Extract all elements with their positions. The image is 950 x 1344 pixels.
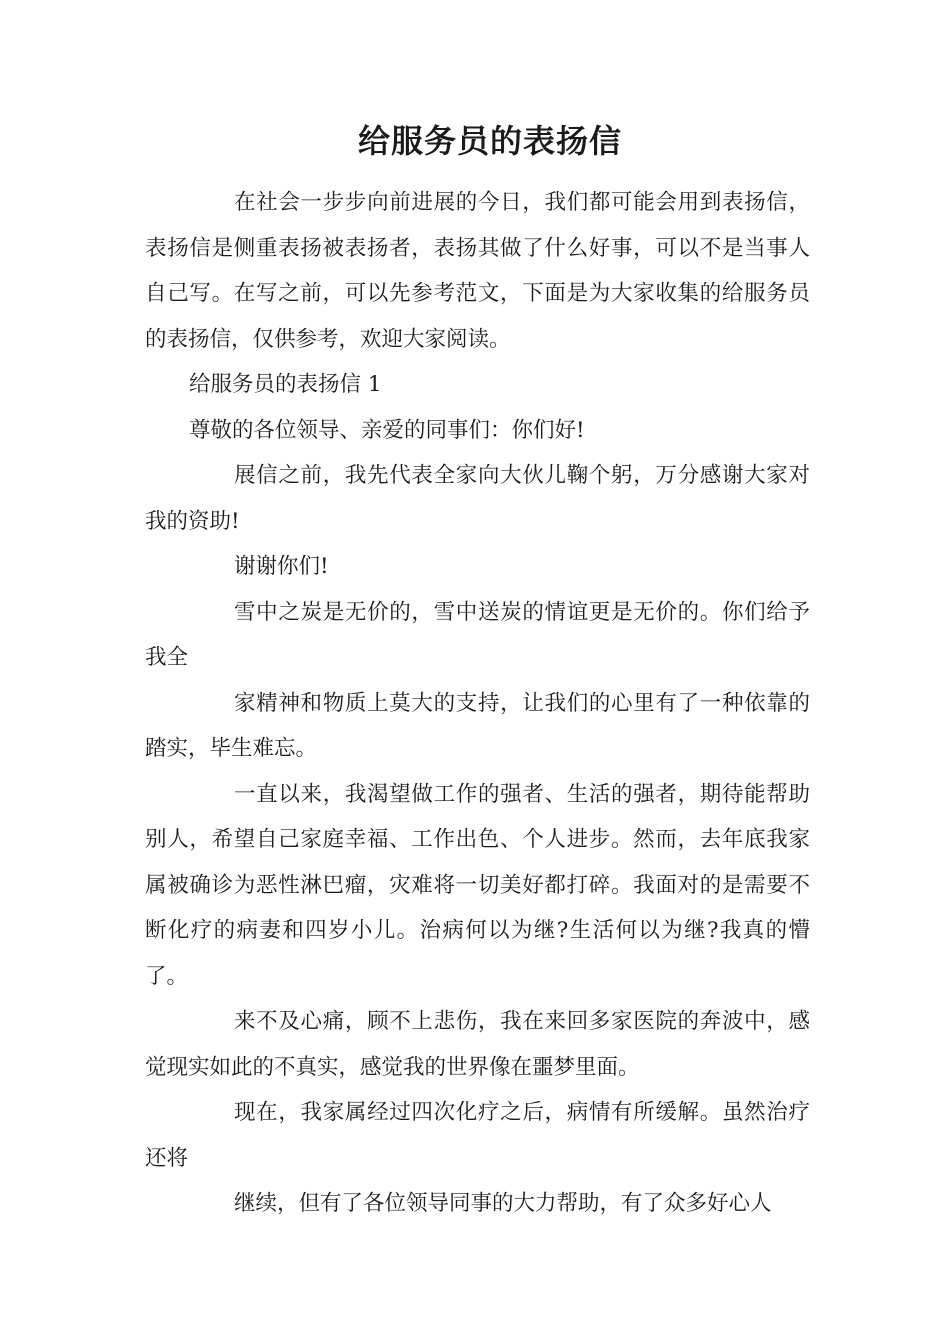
paragraph: 家精神和物质上莫大的支持，让我们的心里有了一种依靠的踏实，毕生难忘。: [145, 690, 810, 761]
paragraph: 一直以来，我渴望做工作的强者、生活的强者，期待能帮助别人，希望自己家庭幸福、工作出色、个人进步。然而，去年底我家属被确诊为恶性淋巴瘤，灾难将一切美好都打碎。我面对的是需要不断化疗的病妻和四岁小儿。治病何以为继?生活何以为继?我真的懵了。: [145, 781, 810, 989]
letter-heading: 给服务员的表扬信 1: [189, 372, 382, 397]
paragraph: 展信之前，我先代表全家向大伙儿鞠个躬，万分感谢大家对我的资助!: [145, 463, 810, 534]
paragraph: 来不及心痛，顾不上悲伤，我在来回多家医院的奔波中，感觉现实如此的不真实，感觉我的世界像在噩梦里面。: [145, 1009, 810, 1080]
paragraph-intro: 在社会一步步向前进展的今日，我们都可能会用到表扬信，表扬信是侧重表扬被表扬者，表扬其做了什么好事，可以不是当事人自己写。在写之前，可以先参考范文，下面是为大家收集的给服务员的表扬信，仅供参考，欢迎大家阅读。: [145, 190, 810, 352]
document-title: 给服务员的表扬信: [357, 122, 622, 160]
document-body: [145, 180, 810, 1227]
paragraph: 现在，我家属经过四次化疗之后，病情有所缓解。虽然治疗还将: [145, 1100, 810, 1171]
paragraph: 谢谢你们!: [234, 554, 329, 579]
paragraph: 雪中之炭是无价的，雪中送炭的情谊更是无价的。你们给予我全: [145, 599, 810, 670]
letter-salutation: 尊敬的各位领导、亲爱的同事们：你们好!: [189, 417, 585, 443]
paragraph: 继续，但有了各位领导同事的大力帮助，有了众多好心人: [234, 1191, 772, 1216]
